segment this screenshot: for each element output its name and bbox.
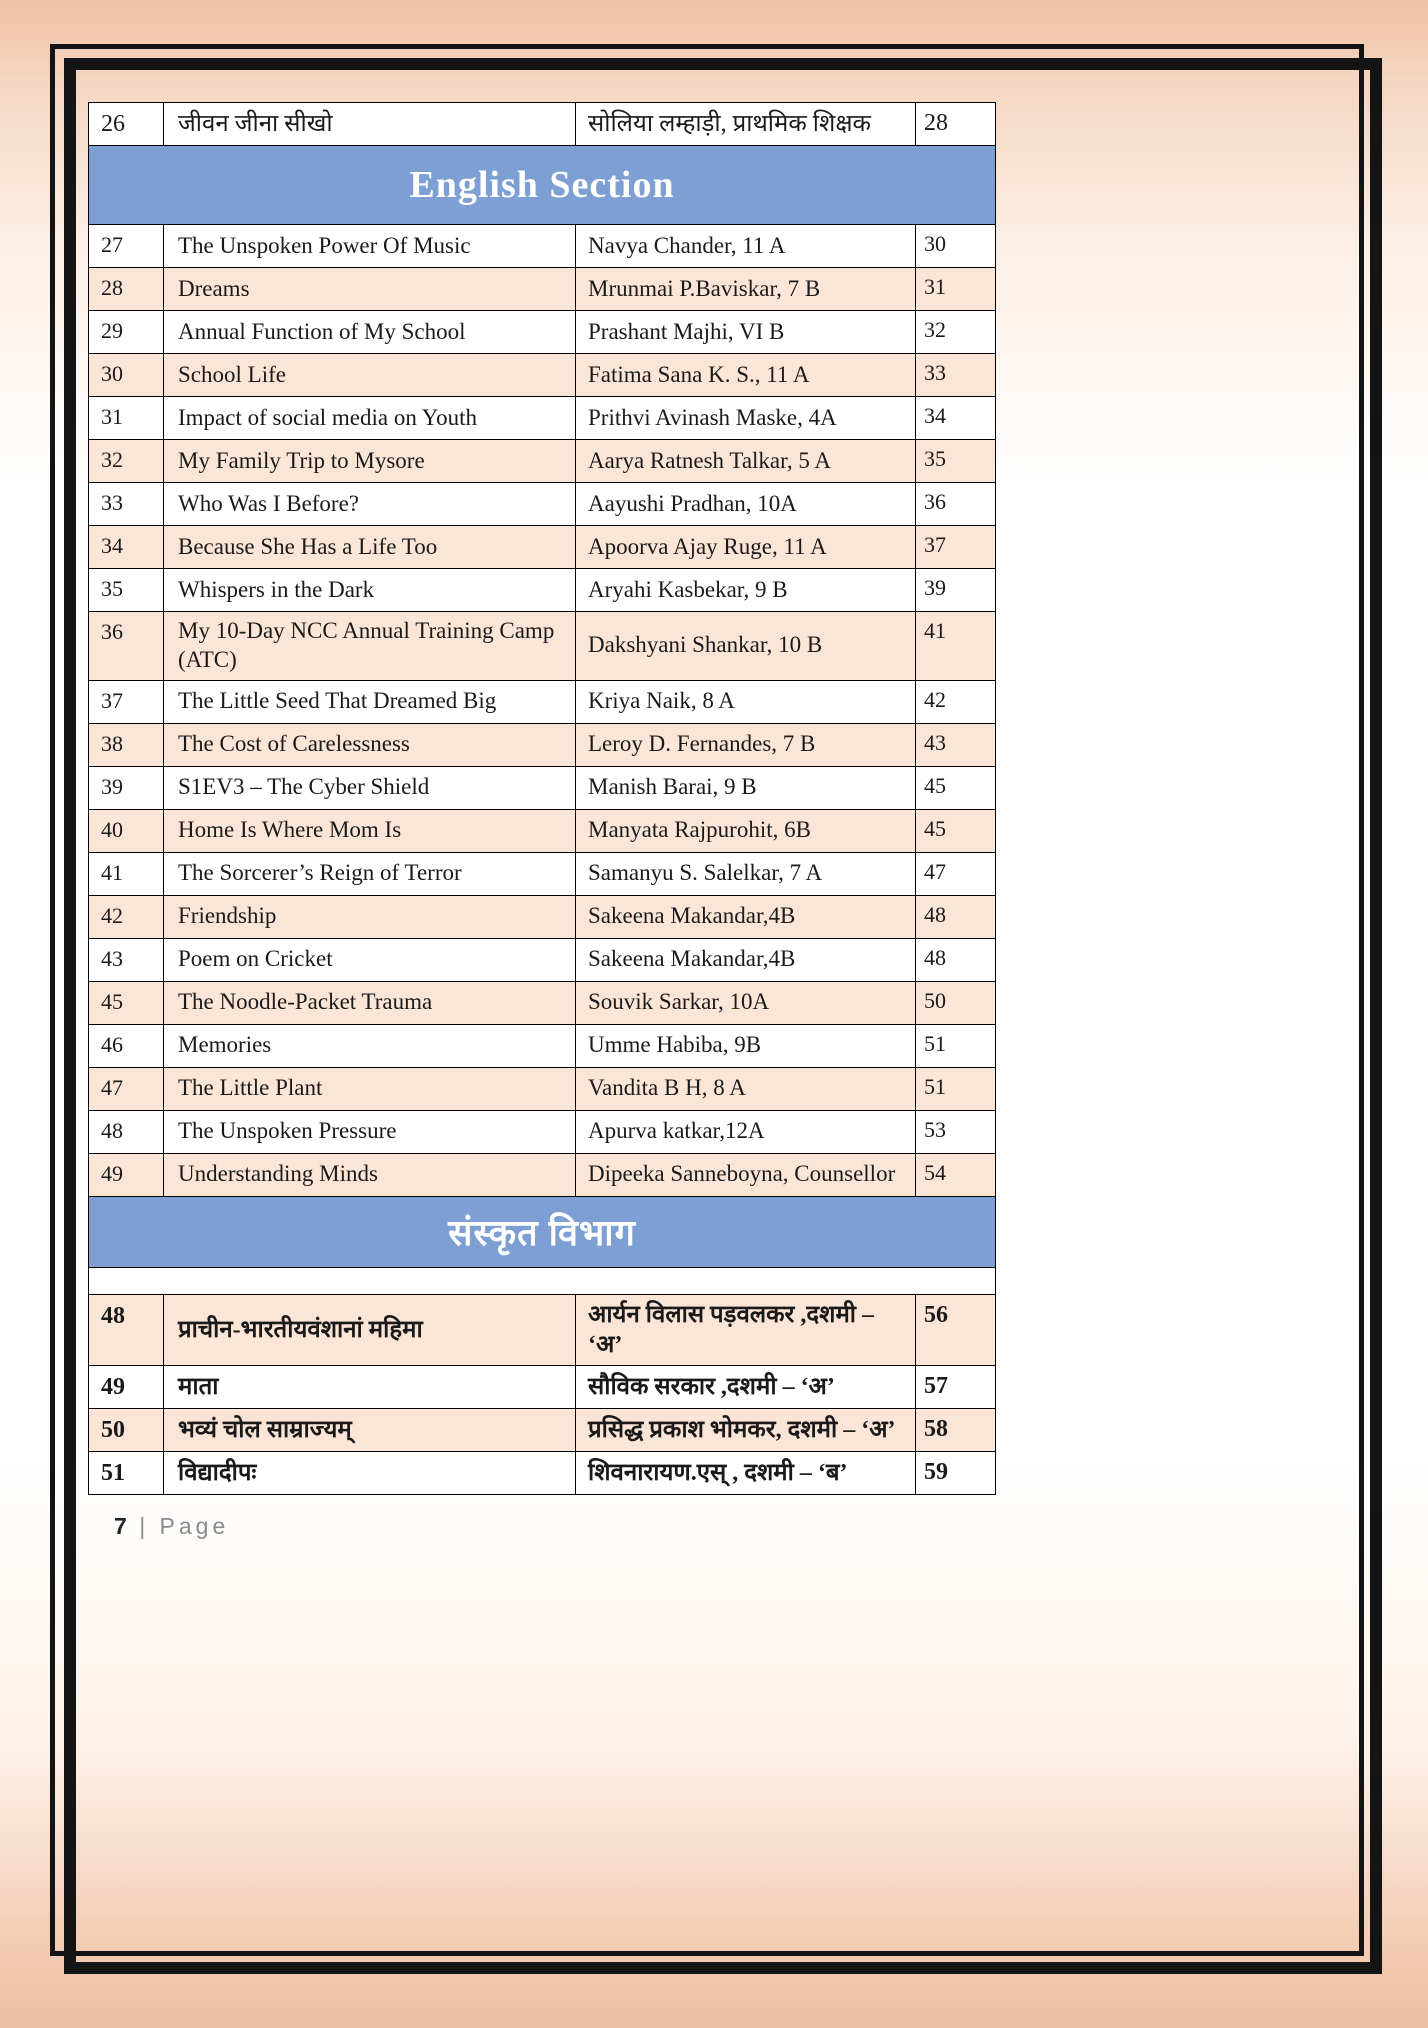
title-cell: School Life bbox=[163, 354, 575, 396]
author-cell: Aarya Ratnesh Talkar, 5 A bbox=[575, 440, 915, 482]
table-row bbox=[89, 353, 995, 396]
author-cell: Sakeena Makandar,4B bbox=[575, 939, 915, 981]
table-row bbox=[89, 525, 995, 568]
title-cell: Poem on Cricket bbox=[163, 939, 575, 981]
table-row bbox=[89, 723, 995, 766]
title-cell: S1EV3 – The Cyber Shield bbox=[163, 767, 575, 809]
table-row bbox=[89, 1110, 995, 1153]
table-row bbox=[89, 103, 995, 145]
table-row bbox=[89, 938, 995, 981]
author-cell: Apoorva Ajay Ruge, 11 A bbox=[575, 526, 915, 568]
title-cell: My Family Trip to Mysore bbox=[163, 440, 575, 482]
author-cell: सौविक सरकार ,दशमी – ‘अ’ bbox=[575, 1366, 915, 1408]
table-row bbox=[89, 680, 995, 723]
serial-cell: 29 bbox=[101, 318, 123, 343]
serial-cell: 39 bbox=[101, 773, 123, 799]
serial-cell: 51 bbox=[101, 1459, 125, 1486]
footer-page-number: 7 bbox=[114, 1512, 127, 1539]
author-cell: Manyata Rajpurohit, 6B bbox=[575, 810, 915, 852]
serial-cell: 28 bbox=[101, 275, 123, 300]
title-cell: माता bbox=[163, 1366, 575, 1408]
title-cell: Who Was I Before? bbox=[163, 483, 575, 525]
author-cell: Kriya Naik, 8 A bbox=[575, 681, 915, 723]
table-row bbox=[89, 1408, 995, 1451]
title-cell: Whispers in the Dark bbox=[163, 569, 575, 611]
author-cell: Souvik Sarkar, 10A bbox=[575, 982, 915, 1024]
serial-cell: 42 bbox=[101, 902, 123, 928]
page-footer bbox=[114, 1513, 994, 1540]
serial-cell: 50 bbox=[101, 1416, 125, 1443]
author-cell: Navya Chander, 11 A bbox=[575, 225, 915, 267]
author-cell: शिवनारायण.एस् , दशमी – ‘ब’ bbox=[575, 1452, 915, 1494]
title-cell: जीवन जीना सीखो bbox=[163, 103, 575, 145]
title-cell: Dreams bbox=[163, 268, 575, 310]
table-row bbox=[89, 1024, 995, 1067]
author-cell: प्रसिद्ध प्रकाश भोमकर, दशमी – ‘अ’ bbox=[575, 1409, 915, 1451]
serial-cell: 40 bbox=[101, 816, 123, 842]
page-number-cell: 45 bbox=[915, 810, 993, 852]
table-row bbox=[89, 310, 995, 353]
footer-page-label: | Page bbox=[139, 1512, 230, 1539]
author-cell: आर्यन विलास पड़वलकर ,दशमी – ‘अ’ bbox=[575, 1295, 915, 1365]
serial-cell: 35 bbox=[101, 576, 123, 601]
table-row bbox=[89, 1294, 995, 1365]
title-cell: Annual Function of My School bbox=[163, 311, 575, 353]
serial-cell: 49 bbox=[101, 1160, 123, 1186]
table-row bbox=[89, 1067, 995, 1110]
table-row bbox=[89, 852, 995, 895]
table-row bbox=[89, 895, 995, 938]
serial-cell: 41 bbox=[101, 859, 123, 885]
author-cell: Prashant Majhi, VI B bbox=[575, 311, 915, 353]
table-row bbox=[89, 1153, 995, 1196]
serial-cell: 33 bbox=[101, 490, 123, 515]
serial-cell: 37 bbox=[101, 687, 123, 713]
author-cell: Dipeeka Sanneboyna, Counsellor bbox=[575, 1154, 915, 1196]
title-cell: The Noodle-Packet Trauma bbox=[163, 982, 575, 1024]
serial-cell: 48 bbox=[101, 1117, 123, 1143]
page-number-cell: 30 bbox=[915, 225, 993, 267]
table-row bbox=[89, 482, 995, 525]
table-row bbox=[89, 1365, 995, 1408]
page-number-cell: 36 bbox=[915, 483, 993, 525]
table-row bbox=[89, 809, 995, 852]
title-cell: विद्यादीपः bbox=[163, 1452, 575, 1494]
page-number-cell: 58 bbox=[915, 1409, 993, 1451]
page-number-cell: 51 bbox=[915, 1025, 993, 1067]
page-number-cell: 50 bbox=[915, 982, 993, 1024]
table-row bbox=[89, 981, 995, 1024]
serial-cell: 48 bbox=[101, 1302, 125, 1329]
page-number-cell: 42 bbox=[915, 681, 993, 723]
page-number-cell: 48 bbox=[915, 896, 993, 938]
title-cell: The Unspoken Pressure bbox=[163, 1111, 575, 1153]
title-cell: भव्यं चोल साम्राज्यम् bbox=[163, 1409, 575, 1451]
author-cell: Leroy D. Fernandes, 7 B bbox=[575, 724, 915, 766]
title-cell: My 10-Day NCC Annual Training Camp (ATC) bbox=[163, 612, 575, 680]
table-row bbox=[89, 611, 995, 680]
table-row bbox=[89, 439, 995, 482]
serial-cell: 47 bbox=[101, 1074, 123, 1100]
title-cell: Home Is Where Mom Is bbox=[163, 810, 575, 852]
author-cell: Prithvi Avinash Maske, 4A bbox=[575, 397, 915, 439]
page-number-cell: 57 bbox=[915, 1366, 993, 1408]
serial-cell: 43 bbox=[101, 945, 123, 971]
page-number-cell: 43 bbox=[915, 724, 993, 766]
author-cell: Apurva katkar,12A bbox=[575, 1111, 915, 1153]
page-number-cell: 37 bbox=[915, 526, 993, 568]
title-cell: Because She Has a Life Too bbox=[163, 526, 575, 568]
title-cell: प्राचीन-भारतीयवंशानां महिमा bbox=[163, 1295, 575, 1365]
author-cell: Samanyu S. Salelkar, 7 A bbox=[575, 853, 915, 895]
page-number-cell: 41 bbox=[915, 612, 993, 680]
section-banner: संस्कृत विभाग bbox=[89, 1196, 995, 1268]
author-cell: Dakshyani Shankar, 10 B bbox=[575, 612, 915, 680]
author-cell: Sakeena Makandar,4B bbox=[575, 896, 915, 938]
title-cell: The Cost of Carelessness bbox=[163, 724, 575, 766]
title-cell: The Little Plant bbox=[163, 1068, 575, 1110]
page-number-cell: 47 bbox=[915, 853, 993, 895]
title-cell: The Unspoken Power Of Music bbox=[163, 225, 575, 267]
serial-cell: 46 bbox=[101, 1031, 123, 1057]
page-content bbox=[88, 102, 994, 1540]
page-number-cell: 34 bbox=[915, 397, 993, 439]
serial-cell: 26 bbox=[101, 111, 125, 137]
page-number-cell: 32 bbox=[915, 311, 993, 353]
title-cell: Understanding Minds bbox=[163, 1154, 575, 1196]
serial-cell: 32 bbox=[101, 447, 123, 472]
page-number-cell: 33 bbox=[915, 354, 993, 396]
author-cell: Manish Barai, 9 B bbox=[575, 767, 915, 809]
page-number-cell: 54 bbox=[915, 1154, 993, 1196]
serial-cell: 49 bbox=[101, 1373, 125, 1400]
author-cell: Aayushi Pradhan, 10A bbox=[575, 483, 915, 525]
page-number-cell: 39 bbox=[915, 569, 993, 611]
serial-cell: 27 bbox=[101, 232, 123, 257]
contents-table bbox=[88, 102, 996, 1495]
author-cell: Vandita B H, 8 A bbox=[575, 1068, 915, 1110]
title-cell: Memories bbox=[163, 1025, 575, 1067]
page-number-cell: 31 bbox=[915, 268, 993, 310]
table-row bbox=[89, 1451, 995, 1494]
serial-cell: 31 bbox=[101, 404, 123, 429]
table-row bbox=[89, 224, 995, 267]
page-number-cell: 59 bbox=[915, 1452, 993, 1494]
author-cell: Fatima Sana K. S., 11 A bbox=[575, 354, 915, 396]
page-number-cell: 28 bbox=[915, 103, 993, 145]
page-number-cell: 35 bbox=[915, 440, 993, 482]
author-cell: सोलिया लम्हाड़ी, प्राथमिक शिक्षक bbox=[575, 103, 915, 145]
page-number-cell: 56 bbox=[915, 1295, 993, 1365]
title-cell: The Sorcerer’s Reign of Terror bbox=[163, 853, 575, 895]
page-number-cell: 45 bbox=[915, 767, 993, 809]
serial-cell: 30 bbox=[101, 361, 123, 386]
serial-cell: 45 bbox=[101, 988, 123, 1014]
title-cell: Impact of social media on Youth bbox=[163, 397, 575, 439]
serial-cell: 34 bbox=[101, 533, 123, 558]
page-number-cell: 48 bbox=[915, 939, 993, 981]
table-row bbox=[89, 267, 995, 310]
author-cell: Aryahi Kasbekar, 9 B bbox=[575, 569, 915, 611]
table-row bbox=[89, 766, 995, 809]
title-cell: The Little Seed That Dreamed Big bbox=[163, 681, 575, 723]
table-row bbox=[89, 396, 995, 439]
author-cell: Mrunmai P.Baviskar, 7 B bbox=[575, 268, 915, 310]
title-cell: Friendship bbox=[163, 896, 575, 938]
table-row bbox=[89, 568, 995, 611]
serial-cell: 36 bbox=[101, 619, 123, 644]
author-cell: Umme Habiba, 9B bbox=[575, 1025, 915, 1067]
section-banner: English Section bbox=[89, 145, 995, 224]
serial-cell: 38 bbox=[101, 730, 123, 756]
page-number-cell: 53 bbox=[915, 1111, 993, 1153]
page-number-cell: 51 bbox=[915, 1068, 993, 1110]
